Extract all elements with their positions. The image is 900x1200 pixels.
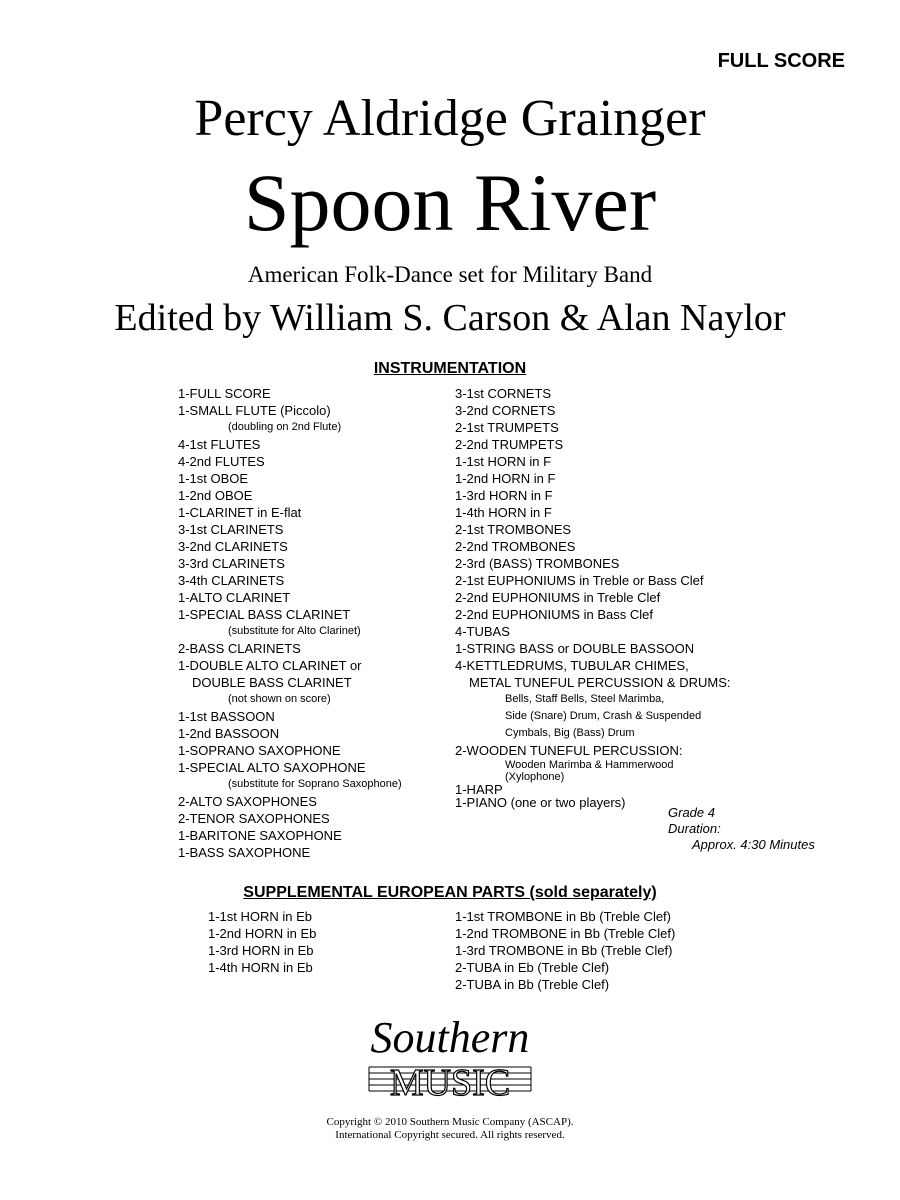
part-list-item: 2-1st EUPHONIUMS in Treble or Bass Clef xyxy=(455,573,704,588)
part-list-item: 2-2nd TRUMPETS xyxy=(455,437,564,452)
part-list-item: 2-WOODEN TUNEFUL PERCUSSION: xyxy=(455,743,683,758)
logo-southern-text: Southern xyxy=(370,1013,530,1062)
part-list-item: 3-2nd CORNETS xyxy=(455,403,556,418)
part-list-item: 1-2nd BASSOON xyxy=(178,726,280,741)
part-list-item: 1-DOUBLE ALTO CLARINET or xyxy=(178,658,362,673)
part-list-item: 1-2nd OBOE xyxy=(178,488,253,503)
part-list-item: 3-1st CORNETS xyxy=(455,386,552,401)
part-list-item: 2-2nd EUPHONIUMS in Bass Clef xyxy=(455,607,653,622)
part-list-item: 1-4th HORN in Eb xyxy=(208,960,313,975)
part-list-item: 3-2nd CLARINETS xyxy=(178,539,288,554)
part-list-item: 4-2nd FLUTES xyxy=(178,454,265,469)
part-list-item: 1-3rd HORN in Eb xyxy=(208,943,314,958)
part-list-item: 1-1st HORN in Eb xyxy=(208,909,313,924)
part-list-item: 1-BASS SAXOPHONE xyxy=(178,845,311,860)
part-list-item: 4-1st FLUTES xyxy=(178,437,261,452)
part-list-item: 2-TUBA in Bb (Treble Clef) xyxy=(455,977,610,992)
part-list-item: 1-1st OBOE xyxy=(178,471,249,486)
part-list-item: 1-CLARINET in E-flat xyxy=(178,505,302,520)
part-list-item: 1-SMALL FLUTE (Piccolo) xyxy=(178,403,331,418)
part-list-item: 1-SOPRANO SAXOPHONE xyxy=(178,743,341,758)
part-list-item: 1-PIANO (one or two players) xyxy=(455,795,626,810)
part-list-item: 1-BARITONE SAXOPHONE xyxy=(178,828,342,843)
part-list-item: 1-ALTO CLARINET xyxy=(178,590,291,605)
part-list-item: 1-2nd HORN in Eb xyxy=(208,926,317,941)
logo-music-text: MUSIC xyxy=(389,1062,511,1104)
supplemental-right-column xyxy=(455,908,675,993)
part-list-item: 2-TUBA in Eb (Treble Clef) xyxy=(455,960,610,975)
part-list-item: Wooden Marimba & Hammerwood xyxy=(505,759,674,771)
part-list-item: 1-2nd TROMBONE in Bb (Treble Clef) xyxy=(455,926,676,941)
part-list-item: 2-3rd (BASS) TROMBONES xyxy=(455,556,620,571)
part-list-item: DOUBLE BASS CLARINET xyxy=(192,675,352,690)
part-list-item: 1-4th HORN in F xyxy=(455,505,552,520)
part-list-item: Side (Snare) Drum, Crash & Suspended xyxy=(505,710,702,722)
full-score-label: FULL SCORE xyxy=(717,50,845,72)
copyright-line-2: International Copyright secured. All rights reserved. xyxy=(335,1129,565,1141)
duration-label: Duration: xyxy=(668,821,721,836)
part-list-item: 2-2nd EUPHONIUMS in Treble Clef xyxy=(455,590,661,605)
part-list-item: 1-FULL SCORE xyxy=(178,386,271,401)
part-list-item: 2-1st TROMBONES xyxy=(455,522,572,537)
part-list-item: (substitute for Soprano Saxophone) xyxy=(228,778,402,790)
part-list-item: 1-SPECIAL BASS CLARINET xyxy=(178,607,351,622)
work-subtitle: American Folk-Dance set for Military Band xyxy=(247,262,653,287)
editors-line: Edited by William S. Carson & Alan Naylor xyxy=(114,297,786,339)
part-list-item: 4-KETTLEDRUMS, TUBULAR CHIMES, xyxy=(455,658,689,673)
instrumentation-heading: INSTRUMENTATION xyxy=(373,360,527,377)
part-list-item: (substitute for Alto Clarinet) xyxy=(228,625,361,637)
part-list-item: 3-3rd CLARINETS xyxy=(178,556,285,571)
part-list-item: 1-1st HORN in F xyxy=(455,454,552,469)
supplemental-heading: SUPPLEMENTAL EUROPEAN PARTS (sold separately) xyxy=(243,884,657,901)
part-list-item: 1-3rd TROMBONE in Bb (Treble Clef) xyxy=(455,943,673,958)
duration-value: Approx. 4:30 Minutes xyxy=(692,837,815,852)
copyright-block xyxy=(0,1116,900,1142)
part-list-item: 1-1st BASSOON xyxy=(178,709,275,724)
composer-name: Percy Aldridge Grainger xyxy=(194,90,706,147)
part-list-item: 1-3rd HORN in F xyxy=(455,488,553,503)
part-list-item: 3-4th CLARINETS xyxy=(178,573,285,588)
part-list-item: 1-1st TROMBONE in Bb (Treble Clef) xyxy=(455,909,671,924)
southern-music-logo xyxy=(355,1012,545,1107)
part-list-item: 4-TUBAS xyxy=(455,624,510,639)
part-list-item: Cymbals, Big (Bass) Drum xyxy=(505,727,635,739)
grade-duration-block xyxy=(668,805,815,853)
part-list-item: (doubling on 2nd Flute) xyxy=(228,421,342,433)
part-list-item: 2-TENOR SAXOPHONES xyxy=(178,811,330,826)
part-list-item: 2-BASS CLARINETS xyxy=(178,641,301,656)
part-list-item: 3-1st CLARINETS xyxy=(178,522,284,537)
part-list-item: 1-2nd HORN in F xyxy=(455,471,556,486)
instrumentation-right-column xyxy=(455,385,730,809)
part-list-item: (not shown on score) xyxy=(228,693,331,705)
work-title: Spoon River xyxy=(243,157,657,248)
part-list-item: 2-1st TRUMPETS xyxy=(455,420,559,435)
part-list-item: 1-HARP xyxy=(455,782,503,797)
part-list-item: 1-STRING BASS or DOUBLE BASSOON xyxy=(455,641,695,656)
part-list-item: Bells, Staff Bells, Steel Marimba, xyxy=(505,693,665,705)
supplemental-left-column xyxy=(208,908,316,976)
instrumentation-left-column xyxy=(178,385,402,861)
part-list-item: 2-ALTO SAXOPHONES xyxy=(178,794,317,809)
part-list-item: (Xylophone) xyxy=(505,771,565,783)
part-list-item: METAL TUNEFUL PERCUSSION & DRUMS: xyxy=(469,675,731,690)
grade-label: Grade 4 xyxy=(668,805,715,820)
copyright-line-1: Copyright © 2010 Southern Music Company (ASCAP). xyxy=(326,1116,574,1128)
part-list-item: 2-2nd TROMBONES xyxy=(455,539,576,554)
part-list-item: 1-SPECIAL ALTO SAXOPHONE xyxy=(178,760,366,775)
